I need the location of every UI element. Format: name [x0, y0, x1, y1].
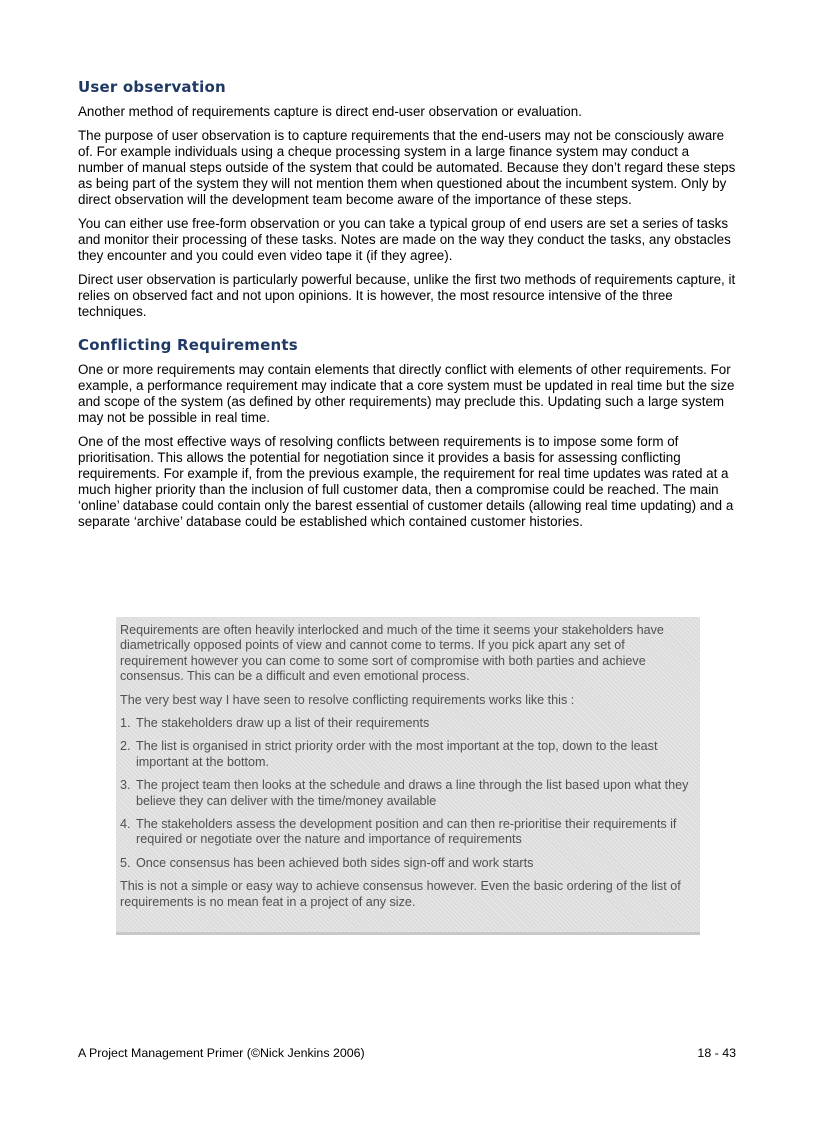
callout-closing: This is not a simple or easy way to achieve consensus however. Even the basic ordering of the list of requirements is no mean feat in a project of any size. — [120, 879, 681, 909]
step-number: 4. — [120, 817, 131, 832]
callout-intro: Requirements are often heavily interlocked and much of the time it seems your stakeholders have diametrically opposed points of view and cannot come to terms. If you pick apart any set of requirement however you can come to some sort of compromise with both parties and achieve consensus. This can be a difficult and even emotional process. — [120, 623, 664, 684]
step-text: The stakeholders draw up a list of their requirements — [136, 716, 430, 731]
callout-box — [116, 617, 700, 935]
list-item — [120, 817, 694, 848]
section-user-observation — [78, 78, 738, 320]
step-text: The list is organised in strict priority order with the most important at the top, down to the least important at the bottom. — [136, 739, 658, 769]
step-number: 2. — [120, 739, 131, 754]
section-conflicting-requirements — [78, 336, 738, 530]
list-item — [120, 778, 694, 809]
step-text: The project team then looks at the schedule and draws a line through the list based upon what they believe they can deliver with the time/money available — [136, 778, 689, 808]
callout-lead: The very best way I have seen to resolve conflicting requirements works like this : — [120, 692, 575, 707]
paragraph: One or more requirements may contain elements that directly conflict with elements of other requirements. For example, a performance requirement may indicate that a core system must be updated in real time but the size and scope of the system (as defined by other requirements) may preclude this. Updating such a large system may not be possible in real time. — [78, 362, 735, 425]
list-item — [120, 716, 694, 731]
paragraph: Direct user observation is particularly powerful because, unlike the first two methods of requirements capture, it relies on observed fact and not upon opinions. It is however, the most resource intensive of the three techniques. — [78, 272, 736, 319]
step-text: The stakeholders assess the development position and can then re-prioritise their requirements if required or negotiate over the nature and importance of requirements — [136, 817, 677, 847]
step-number: 5. — [120, 855, 131, 870]
step-number: 1. — [120, 716, 131, 731]
callout-steps — [120, 716, 694, 871]
step-text: Once consensus has been achieved both sides sign-off and work starts — [136, 855, 534, 870]
paragraph: One of the most effective ways of resolving conflicts between requirements is to impose some form of prioritisation. This allows the potential for negotiation since it provides a basis for assessing conflicting requirements. For example if, from the previous example, the requirement for real time updates was rated at a much higher priority than the inclusion of full customer data, then a compromise could be reached. The main ‘online’ database could contain only the barest essential of customer details (allowing real time updating) and a separate ‘archive’ database could be established which contained customer histories. — [78, 434, 734, 529]
list-item — [120, 856, 694, 871]
paragraph: Another method of requirements capture is direct end-user observation or evaluation. — [78, 104, 582, 119]
paragraph: You can either use free-form observation or you can take a typical group of end users are set a series of tasks and monitor their processing of these tasks. Notes are made on the way they conduct the tasks, any obstacles they encounter and you could even video tape it (if they agree). — [78, 216, 731, 263]
step-number: 3. — [120, 778, 131, 793]
list-item — [120, 739, 694, 770]
document-body — [78, 78, 738, 538]
heading-conflicting-requirements: Conflicting Requirements — [78, 336, 298, 354]
paragraph: The purpose of user observation is to capture requirements that the end-users may not be consciously aware of. For example individuals using a cheque processing system in a large finance system may conduct a number of manual steps outside of the system that could be automated. Because they don’t regard these steps as being part of the system they will not mention them when questioned about the incumbent system. Only by direct observation will the development team become aware of the importance of these steps. — [78, 128, 736, 207]
page-footer — [78, 1046, 736, 1060]
heading-user-observation: User observation — [78, 78, 226, 96]
footer-copyright: A Project Management Primer (©Nick Jenkins 2006) — [78, 1046, 365, 1060]
page-number: 18 - 43 — [697, 1046, 736, 1060]
